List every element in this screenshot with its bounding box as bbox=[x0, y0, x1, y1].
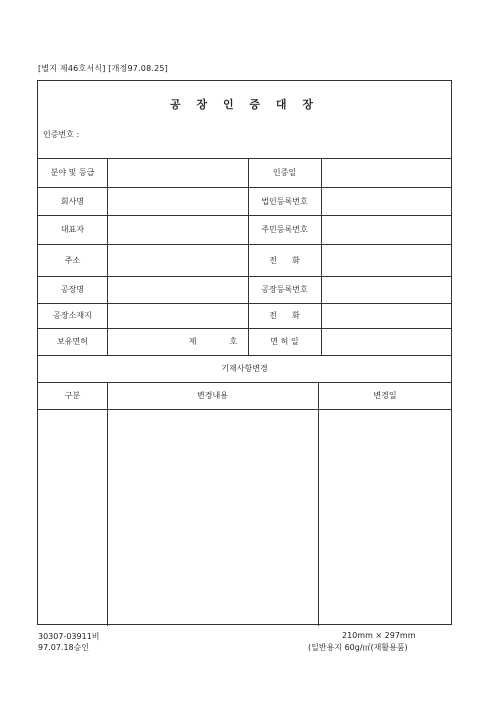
column-divider bbox=[318, 382, 319, 626]
row-divider bbox=[38, 409, 451, 410]
paper-size: 210mm × 297mm bbox=[342, 631, 416, 640]
form-code: 30307-03911비 bbox=[38, 632, 100, 641]
column-divider bbox=[107, 158, 108, 355]
field-label-resident-reg-no: 주민등록번호 bbox=[261, 225, 308, 234]
document-title: 공 장 인 증 대 장 bbox=[170, 98, 319, 111]
field-label-factory-location: 공장소재지 bbox=[53, 311, 92, 320]
column-header-change-content: 변경내용 bbox=[197, 391, 228, 400]
title-block bbox=[38, 81, 451, 159]
field-label-license: 보유면허 bbox=[57, 337, 88, 346]
column-header-category: 구분 bbox=[64, 391, 81, 400]
field-label-factory-phone: 전 화 bbox=[269, 311, 300, 320]
form-number-note: [별지 제46호서식] [개정97.08.25] bbox=[38, 64, 168, 73]
license-number-text: 제 호 bbox=[188, 337, 238, 346]
field-label-company-name: 회사명 bbox=[60, 196, 85, 206]
field-label-corporate-reg-no: 법인등록번호 bbox=[261, 196, 308, 206]
field-label-representative: 대표자 bbox=[60, 225, 85, 234]
field-label-license-date: 면 허 일 bbox=[270, 337, 299, 346]
certification-number-label: 인증번호 : bbox=[43, 130, 80, 139]
changes-section-title: 기재사항변경 bbox=[221, 364, 268, 373]
field-label-phone: 전 화 bbox=[269, 255, 300, 265]
field-label-field-grade: 분야 및 등급 bbox=[50, 168, 95, 177]
field-label-factory-reg-no: 공장등록번호 bbox=[261, 285, 308, 294]
factory-certification-register-form bbox=[37, 80, 452, 625]
approval-date: 97.07.18승인 bbox=[38, 643, 90, 652]
column-divider bbox=[107, 382, 108, 626]
field-label-factory-name: 공장명 bbox=[60, 285, 85, 294]
column-header-change-date: 변경일 bbox=[373, 391, 397, 400]
paper-type: (일반용지 60g/㎡(재활용품) bbox=[308, 643, 408, 652]
field-label-address: 주소 bbox=[64, 255, 81, 265]
column-divider bbox=[321, 158, 322, 355]
field-label-cert-date: 인증일 bbox=[272, 168, 297, 177]
